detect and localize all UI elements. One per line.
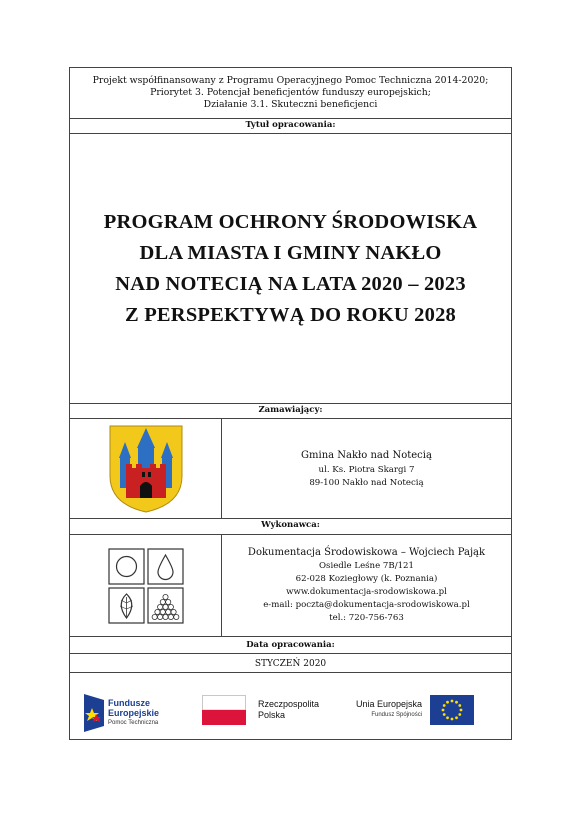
title-area (70, 133, 511, 403)
cover-sheet (69, 67, 512, 740)
title-line-2: DLA MIASTA I GMINY NAKŁO (139, 241, 442, 264)
client-section (70, 418, 511, 518)
title-line-3: NAD NOTECIĄ NA LATA 2020 – 2023 (115, 272, 466, 295)
fe-line-1: Fundusze (108, 698, 150, 708)
coat-of-arms-icon (108, 424, 184, 514)
date-label: Data opracowania: (70, 636, 511, 653)
project-line-3: Działanie 3.1. Skuteczni beneficjenci (203, 99, 378, 110)
rp-line-1: Rzeczpospolita (258, 699, 320, 709)
title-label: Tytuł opracowania: (70, 118, 511, 133)
client-name: Gmina Nakło nad Notecią (301, 449, 432, 461)
client-street: ul. Ks. Piotra Skargi 7 (318, 464, 415, 475)
fe-line-3: Pomoc Techniczna (108, 720, 159, 726)
project-line-1: Projekt współfinansowany z Programu Operacyjnego Pomoc Techniczna 2014-2020; (92, 75, 489, 86)
contractor-city: 62-028 Koziegłowy (k. Poznania) (295, 574, 438, 584)
rp-text (258, 699, 319, 721)
project-info (70, 68, 511, 118)
title-line-1: PROGRAM OCHRONY ŚRODOWISKA (103, 210, 478, 233)
contractor-details (222, 535, 511, 636)
rp-logo (202, 695, 319, 725)
fe-text (108, 698, 159, 728)
contractor-email[interactable]: e-mail: poczta@dokumentacja-srodowiskowa.pl (263, 600, 470, 610)
contractor-street: Osiedle Leśne 7B/121 (319, 561, 414, 571)
contractor-name: Dokumentacja Środowiskowa – Wojciech Pająk (247, 547, 486, 558)
contractor-logo-icon (108, 548, 184, 624)
client-logo-cell (70, 419, 222, 518)
client-city: 89-100 Nakło nad Notecią (309, 477, 424, 488)
contractor-section (70, 534, 511, 636)
eu-flag-icon (430, 695, 474, 725)
eu-text (356, 699, 422, 721)
rp-line-2: Polska (258, 710, 286, 720)
eu-logo (356, 695, 474, 725)
contractor-logo-cell (70, 535, 222, 636)
contractor-label: Wykonawca: (70, 518, 511, 534)
fe-logo (84, 694, 159, 732)
fe-star-icon (84, 694, 104, 732)
funding-logos (70, 672, 511, 739)
title-line-4: Z PERSPEKTYWĄ DO ROKU 2028 (125, 303, 456, 326)
client-label: Zamawiający: (70, 403, 511, 418)
client-details (222, 419, 511, 518)
polish-flag-icon (202, 695, 246, 725)
eu-line-1: Unia Europejska (356, 699, 423, 709)
contractor-phone: tel.: 720-756-763 (329, 613, 404, 623)
contractor-www[interactable]: www.dokumentacja-srodowiskowa.pl (286, 587, 447, 597)
date-value: STYCZEŃ 2020 (70, 653, 511, 674)
project-line-2: Priorytet 3. Potencjał beneficjentów funduszy europejskich; (150, 87, 431, 98)
fe-line-2: Europejskie (108, 708, 160, 718)
eu-line-2: Fundusz Spójności (371, 712, 423, 718)
